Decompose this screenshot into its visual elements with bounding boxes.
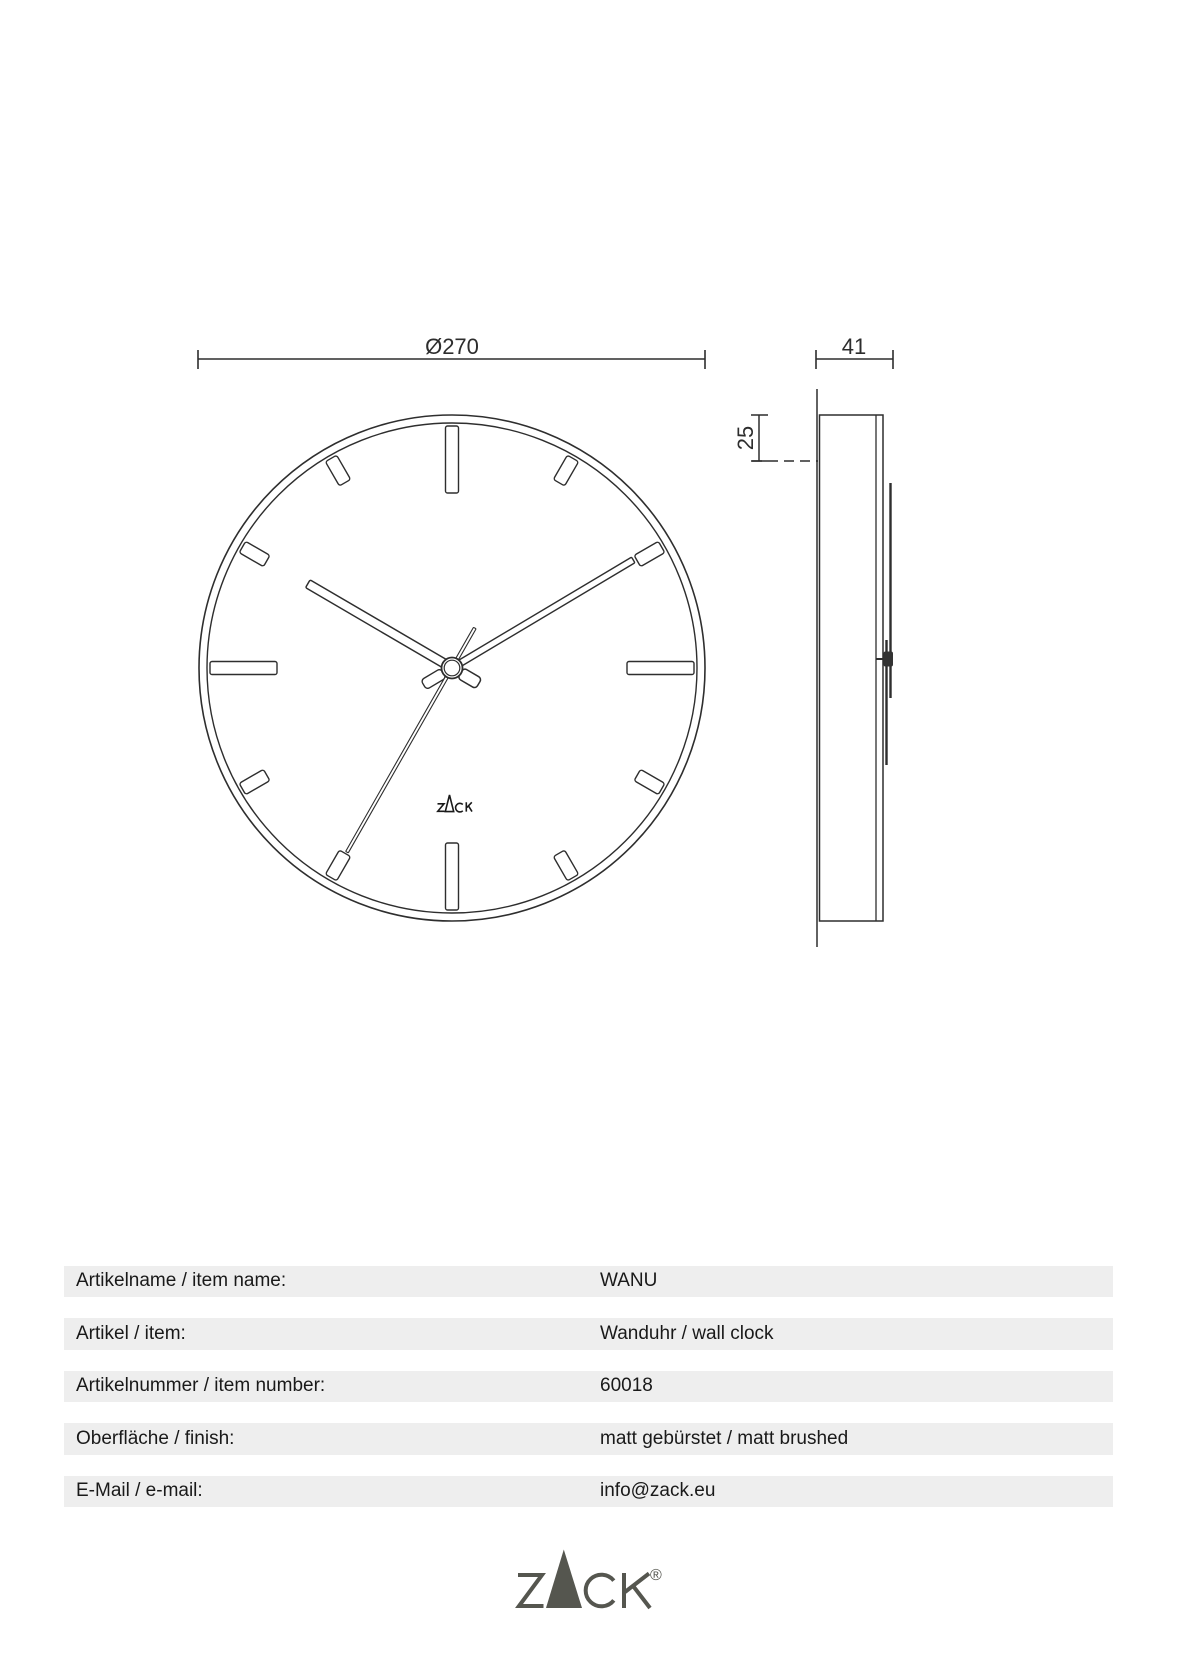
spec-row-email [64,1476,1113,1508]
spec-label: Artikel / item: [76,1322,186,1344]
dimension-label-offset: 25 [733,425,758,451]
spec-value: info@zack.eu [600,1480,716,1502]
spec-value: 60018 [600,1375,653,1397]
spec-label: Oberfläche / finish: [76,1427,235,1449]
registered-trademark-icon: ® [650,1567,662,1584]
dimension-label-depth: 41 [841,334,867,359]
spec-row-item [64,1318,1113,1350]
spec-label: E-Mail / e-mail: [76,1480,203,1502]
spec-row-item-name [64,1266,1113,1298]
spec-value: WANU [600,1270,658,1292]
spec-row-item-number [64,1371,1113,1403]
spec-label: Artikelnummer / item number: [76,1375,326,1397]
dimension-label-diameter: Ø270 [425,334,479,359]
spec-row-finish [64,1423,1113,1455]
spec-value: matt gebürstet / matt brushed [600,1427,849,1449]
spec-value: Wanduhr / wall clock [600,1322,774,1344]
spec-label: Artikelname / item name: [76,1270,287,1292]
